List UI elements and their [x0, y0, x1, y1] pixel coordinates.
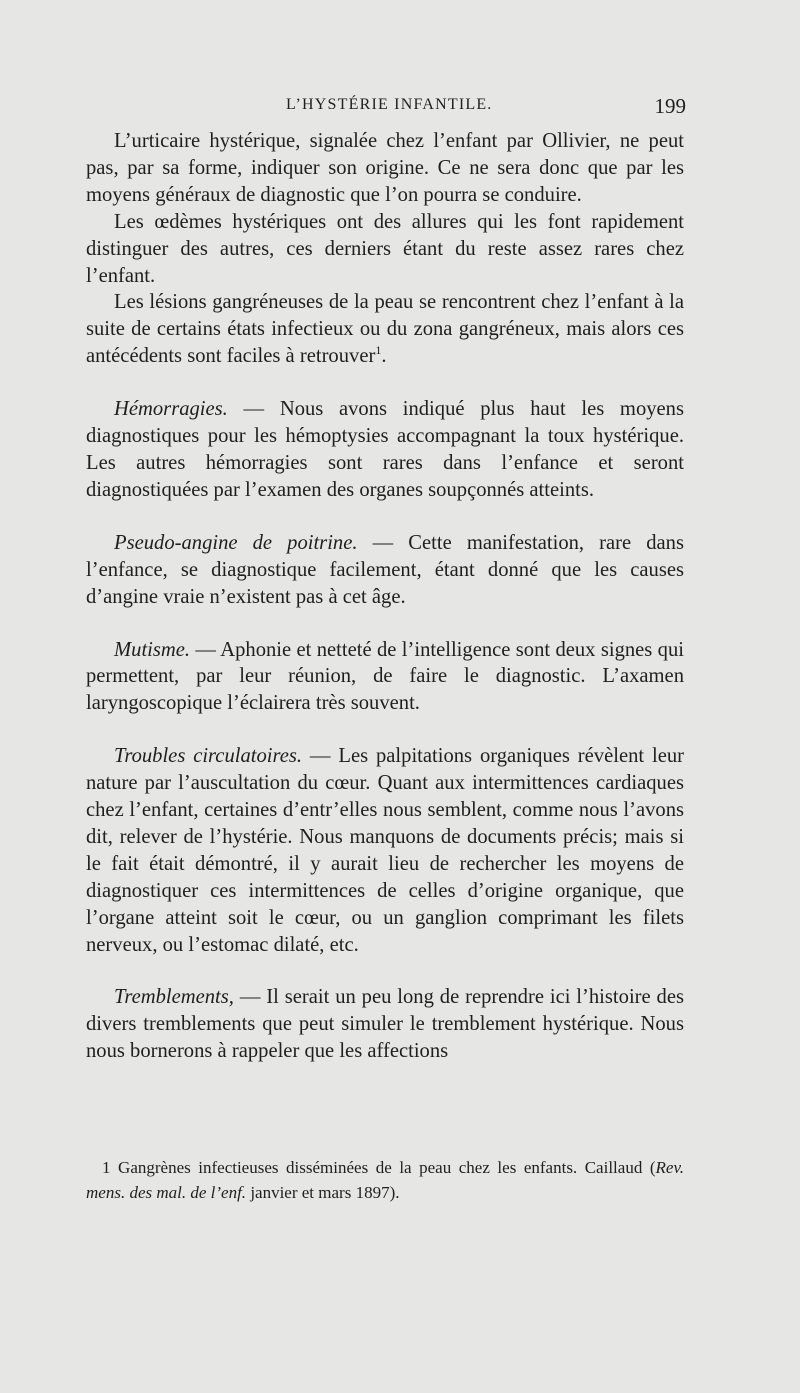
- body-text: [86, 128, 684, 1065]
- footnote-journal: Rev. mens. des mal. de l’enf.: [86, 1158, 684, 1202]
- section-text-hemorragies: — Nous avons indiqué plus haut les moyens diagnostiques pour les hémoptysies accompagnant la toux hystérique. Les autres hémorragies sont rares dans l’enfance et seront diagnostiquées par l’examen des organes soupçonnés atteints.: [86, 398, 684, 501]
- section-title-mutisme: Mutisme.: [114, 638, 191, 661]
- section-text-troubles-circulatoires: — Les palpitations organiques révèlent leur nature par l’auscultation du cœur. Quant aux intermittences cardiaques chez l’enfant, certaines d’entr’elles nous semblent, comme nous l’avons dit, relever de l’hystérie. Nous manquons de documents précis; mais si le fait était démontré, il y aurait lieu de rechercher les moyens de diagnostiquer ces intermittences de celles d’origine organique, que l’organe atteint soit le cœur, ou un ganglion comprimant les filets nerveux, ou l’estomac dilaté, etc.: [86, 745, 684, 956]
- section-hemorragies: [86, 396, 684, 504]
- footnote-number: 1: [102, 1158, 111, 1177]
- section-title-pseudo-angine: Pseudo-angine de poitrine.: [114, 531, 358, 554]
- paragraph-lesions-end: .: [381, 345, 387, 368]
- section-title-troubles-circulatoires: Troubles circulatoires.: [114, 745, 303, 768]
- section-text-mutisme: — Aphonie et netteté de l’intelligence sont deux signes qui permettent, par leur réunion, de faire le diagnostic. L’axamen laryngoscopique l’éclairera très souvent.: [86, 638, 684, 715]
- paragraph-lesions-text: Les lésions gangréneuses de la peau se rencontrent chez l’enfant à la suite de certains états infectieux ou du zona gangréneux, mais alors ces antécédents sont faciles à retrouver: [86, 291, 684, 368]
- paragraph-urticaire: L’urticaire hystérique, signalée chez l’enfant par Ollivier, ne peut pas, par sa forme, indiquer son origine. Ce ne sera donc que par les moyens généraux de diagnostic que l’on pourra se conduire.: [86, 130, 684, 206]
- page-header: [88, 94, 686, 124]
- footnote-text-b: janvier et mars 1897).: [246, 1183, 400, 1202]
- page-number: 199: [654, 94, 686, 118]
- paragraph-lesions: [86, 289, 684, 370]
- footnote: [86, 1155, 684, 1205]
- footnote-reference: 1: [375, 343, 382, 358]
- section-text-pseudo-angine: — Cette manifestation, rare dans l’enfance, se diagnostique facilement, étant donné que les causes d’angine vraie n’existent pas à cet âge.: [86, 531, 684, 608]
- section-title-tremblements: Tremblements,: [114, 986, 234, 1009]
- footnote-text-a: Gangrènes infectieuses disséminées de la peau chez les enfants. Caillaud (: [110, 1158, 656, 1177]
- section-tremblements: [86, 984, 684, 1065]
- section-pseudo-angine: [86, 530, 684, 611]
- section-troubles-circulatoires: [86, 743, 684, 958]
- section-title-hemorragies: Hémorragies.: [114, 398, 228, 421]
- paragraph-oedemes: Les œdèmes hystériques ont des allures qui les font rapidement distinguer des autres, ces derniers étant du reste assez rares chez l’enfant.: [86, 210, 684, 287]
- section-mutisme: [86, 637, 684, 718]
- running-title: L’HYSTÉRIE INFANTILE.: [286, 96, 493, 113]
- section-text-tremblements: — Il serait un peu long de reprendre ici l’histoire des divers tremblements que peut simuler le tremblement hystérique. Nous nous bornerons à rappeler que les affections: [86, 986, 684, 1063]
